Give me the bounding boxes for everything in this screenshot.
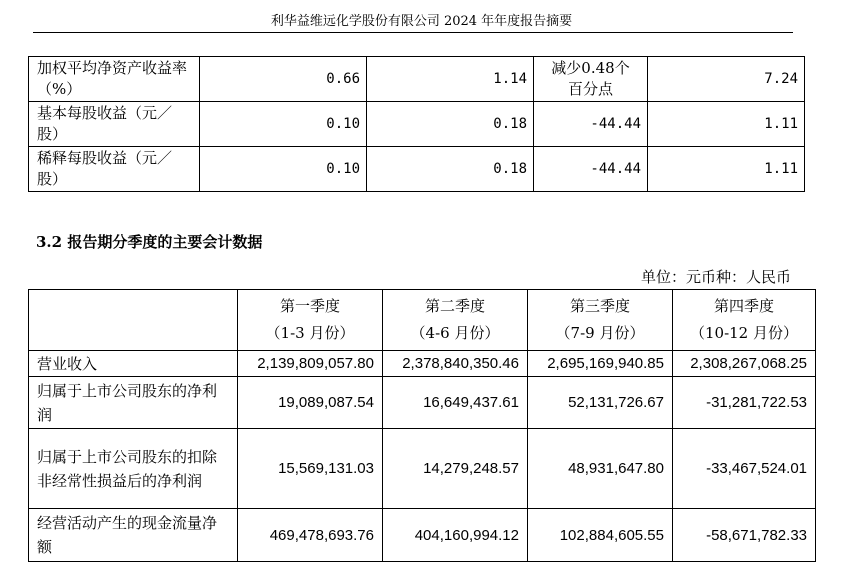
header-line: （1-3 月份）	[265, 324, 355, 342]
value-cell: 19,089,087.54	[238, 377, 383, 429]
value-cell: 0.18	[367, 147, 534, 192]
header-row	[29, 290, 816, 351]
column-header	[528, 290, 673, 351]
header-line: （7-9 月份）	[555, 324, 645, 342]
unit-note: 单位：元币种：人民币	[640, 268, 791, 286]
report-header: 利华益维远化学股份有限公司 2024 年年度报告摘要	[270, 14, 573, 29]
row-label: 基本每股收益（元／股）	[29, 102, 200, 147]
value-cell: 0.66	[200, 57, 367, 102]
value-cell: 2,378,840,350.46	[383, 351, 528, 377]
header-line: 第二季度	[424, 297, 485, 315]
value-cell: 2,695,169,940.85	[528, 351, 673, 377]
value-cell: -33,467,524.01	[673, 429, 816, 509]
row-label: 稀释每股收益（元／股）	[29, 147, 200, 192]
header-line: 第四季度	[713, 297, 774, 315]
value-cell: -58,671,782.33	[673, 509, 816, 562]
row-label: 归属于上市公司股东的扣除非经常性损益后的净利润	[29, 429, 238, 509]
value-cell: 1.11	[648, 102, 805, 147]
value-cell: 16,649,437.61	[383, 377, 528, 429]
value-cell: 48,931,647.80	[528, 429, 673, 509]
row-label: 经营活动产生的现金流量净额	[29, 509, 238, 562]
value-cell: 404,160,994.12	[383, 509, 528, 562]
value-cell: 52,131,726.67	[528, 377, 673, 429]
value-cell: 2,139,809,057.80	[238, 351, 383, 377]
table-row	[29, 57, 805, 102]
table-row	[29, 377, 816, 429]
row-label: 归属于上市公司股东的净利润	[29, 377, 238, 429]
quarterly-data-table	[28, 289, 816, 562]
change-cell: -44.44	[534, 102, 648, 147]
table-row	[29, 102, 805, 147]
section-title: 3.2 报告期分季度的主要会计数据	[36, 233, 263, 251]
change-cell: -44.44	[534, 147, 648, 192]
value-cell: 2,308,267,068.25	[673, 351, 816, 377]
header-line: 第三季度	[569, 297, 630, 315]
value-cell: 15,569,131.03	[238, 429, 383, 509]
value-cell: 102,884,605.55	[528, 509, 673, 562]
value-cell: 14,279,248.57	[383, 429, 528, 509]
header-line: （10-12 月份）	[689, 324, 798, 342]
table-row	[29, 429, 816, 509]
change-line: 百分点	[567, 80, 613, 98]
table-row	[29, 147, 805, 192]
column-header	[673, 290, 816, 351]
empty-corner-cell	[29, 290, 238, 351]
row-label: 营业收入	[29, 351, 238, 377]
change-cell	[534, 57, 648, 102]
column-header	[383, 290, 528, 351]
header-line: 第一季度	[279, 297, 340, 315]
table-row	[29, 509, 816, 562]
header-line: （4-6 月份）	[410, 324, 500, 342]
value-cell: -31,281,722.53	[673, 377, 816, 429]
value-cell: 1.11	[648, 147, 805, 192]
change-line: 减少0.48个	[551, 59, 630, 77]
value-cell: 7.24	[648, 57, 805, 102]
value-cell: 0.10	[200, 102, 367, 147]
value-cell: 0.10	[200, 147, 367, 192]
header-divider	[33, 32, 793, 33]
row-label: 加权平均净资产收益率（%）	[29, 57, 200, 102]
value-cell: 1.14	[367, 57, 534, 102]
key-indicators-table	[28, 56, 805, 192]
value-cell: 469,478,693.76	[238, 509, 383, 562]
value-cell: 0.18	[367, 102, 534, 147]
table-row	[29, 351, 816, 377]
column-header	[238, 290, 383, 351]
